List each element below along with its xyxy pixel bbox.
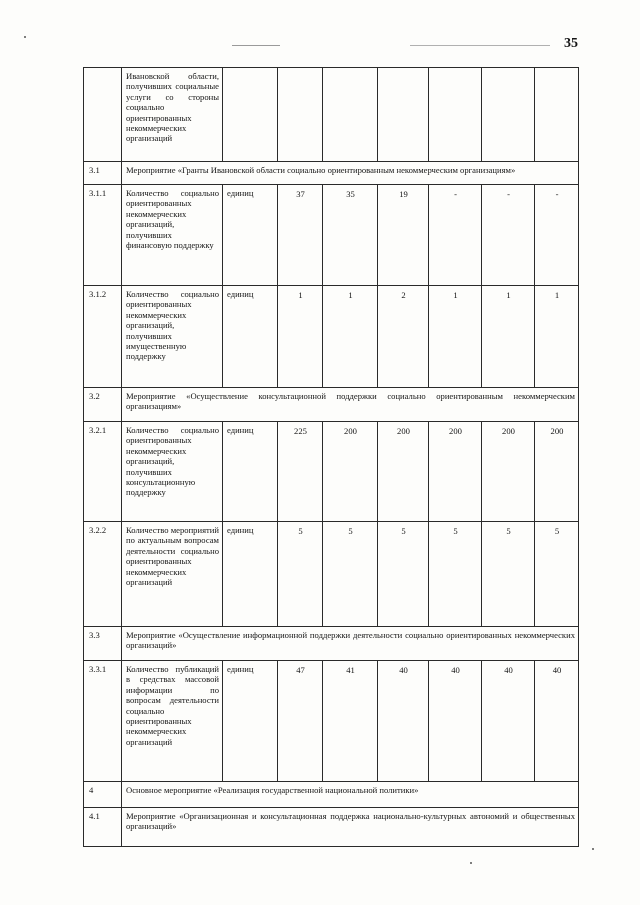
value-cell: [429, 68, 482, 162]
row-code: 3.3: [84, 627, 122, 661]
value-cell: 19: [378, 185, 429, 286]
row-code: 4.1: [84, 808, 122, 847]
value-cell: 40: [482, 661, 535, 782]
scan-speck: [592, 848, 594, 850]
row-code: [84, 68, 122, 162]
indicators-table: [83, 67, 579, 847]
table-row: [84, 388, 579, 422]
value-cell: 5: [429, 522, 482, 627]
value-cell: 5: [535, 522, 579, 627]
value-cell: 35: [323, 185, 378, 286]
indicator-name: Количество социально ориентированных некоммерческих организаций, получивших консультационную поддержку: [122, 422, 223, 522]
value-cell: 1: [429, 286, 482, 388]
unit-cell: единиц: [223, 185, 278, 286]
value-cell: 200: [535, 422, 579, 522]
table-row: [84, 185, 579, 286]
value-cell: 40: [535, 661, 579, 782]
unit-cell: единиц: [223, 522, 278, 627]
row-code: 3.3.1: [84, 661, 122, 782]
table-row: [84, 522, 579, 627]
value-cell: 1: [482, 286, 535, 388]
row-code: 3.1.2: [84, 286, 122, 388]
activity-title: Мероприятие «Осуществление консультационной поддержки социально ориентированным некоммерческим организациям»: [122, 388, 579, 422]
row-code: 4: [84, 782, 122, 808]
value-cell: 2: [378, 286, 429, 388]
value-cell: -: [535, 185, 579, 286]
table-row: [84, 162, 579, 185]
value-cell: -: [429, 185, 482, 286]
activity-title: Основное мероприятие «Реализация государственной национальной политики»: [122, 782, 579, 808]
indicator-name: Количество публикаций в средствах массовой информации по вопросам деятельности социально ориентированных некоммерческих организаций: [122, 661, 223, 782]
value-cell: 40: [378, 661, 429, 782]
unit-cell: единиц: [223, 286, 278, 388]
unit-cell: единиц: [223, 661, 278, 782]
page-number: 35: [564, 36, 578, 51]
activity-title: Мероприятие «Осуществление информационной поддержки деятельности социально ориентированных некоммерческих организаций»: [122, 627, 579, 661]
table-row: [84, 422, 579, 522]
value-cell: 41: [323, 661, 378, 782]
row-code: 3.2.1: [84, 422, 122, 522]
value-cell: 200: [482, 422, 535, 522]
value-cell: 200: [378, 422, 429, 522]
indicator-name: Количество социально ориентированных некоммерческих организаций, получивших имущественную поддержку: [122, 286, 223, 388]
table-row: [84, 782, 579, 808]
value-cell: 225: [278, 422, 323, 522]
unit-cell: единиц: [223, 422, 278, 522]
value-cell: 5: [323, 522, 378, 627]
table-row: [84, 68, 579, 162]
indicator-name: Ивановской области, получивших социальные услуги со стороны социально ориентированных некоммерческих организаций: [122, 68, 223, 162]
value-cell: 1: [323, 286, 378, 388]
value-cell: 37: [278, 185, 323, 286]
value-cell: 1: [535, 286, 579, 388]
table-row: [84, 661, 579, 782]
row-code: 3.2.2: [84, 522, 122, 627]
value-cell: [535, 68, 579, 162]
value-cell: 200: [429, 422, 482, 522]
row-code: 3.1: [84, 162, 122, 185]
scan-speck: [470, 862, 472, 864]
scan-artifact: [232, 45, 280, 46]
indicator-name: Количество мероприятий по актуальным вопросам деятельности социально ориентированных некоммерческих организаций: [122, 522, 223, 627]
unit-cell: [223, 68, 278, 162]
scan-artifact: [410, 45, 550, 46]
value-cell: 5: [278, 522, 323, 627]
value-cell: 5: [482, 522, 535, 627]
value-cell: 1: [278, 286, 323, 388]
scan-speck: [24, 36, 26, 38]
value-cell: [378, 68, 429, 162]
row-code: 3.2: [84, 388, 122, 422]
value-cell: 40: [429, 661, 482, 782]
value-cell: [482, 68, 535, 162]
table-row: [84, 286, 579, 388]
indicator-name: Количество социально ориентированных некоммерческих организаций, получивших финансовую поддержку: [122, 185, 223, 286]
value-cell: -: [482, 185, 535, 286]
activity-title: Мероприятие «Гранты Ивановской области социально ориентированным некоммерческим организациям»: [122, 162, 579, 185]
row-code: 3.1.1: [84, 185, 122, 286]
value-cell: [278, 68, 323, 162]
table-row: [84, 808, 579, 847]
value-cell: 5: [378, 522, 429, 627]
value-cell: 200: [323, 422, 378, 522]
table-row: [84, 627, 579, 661]
activity-title: Мероприятие «Организационная и консультационная поддержка национально-культурных автономий и общественных организаций»: [122, 808, 579, 847]
value-cell: [323, 68, 378, 162]
value-cell: 47: [278, 661, 323, 782]
